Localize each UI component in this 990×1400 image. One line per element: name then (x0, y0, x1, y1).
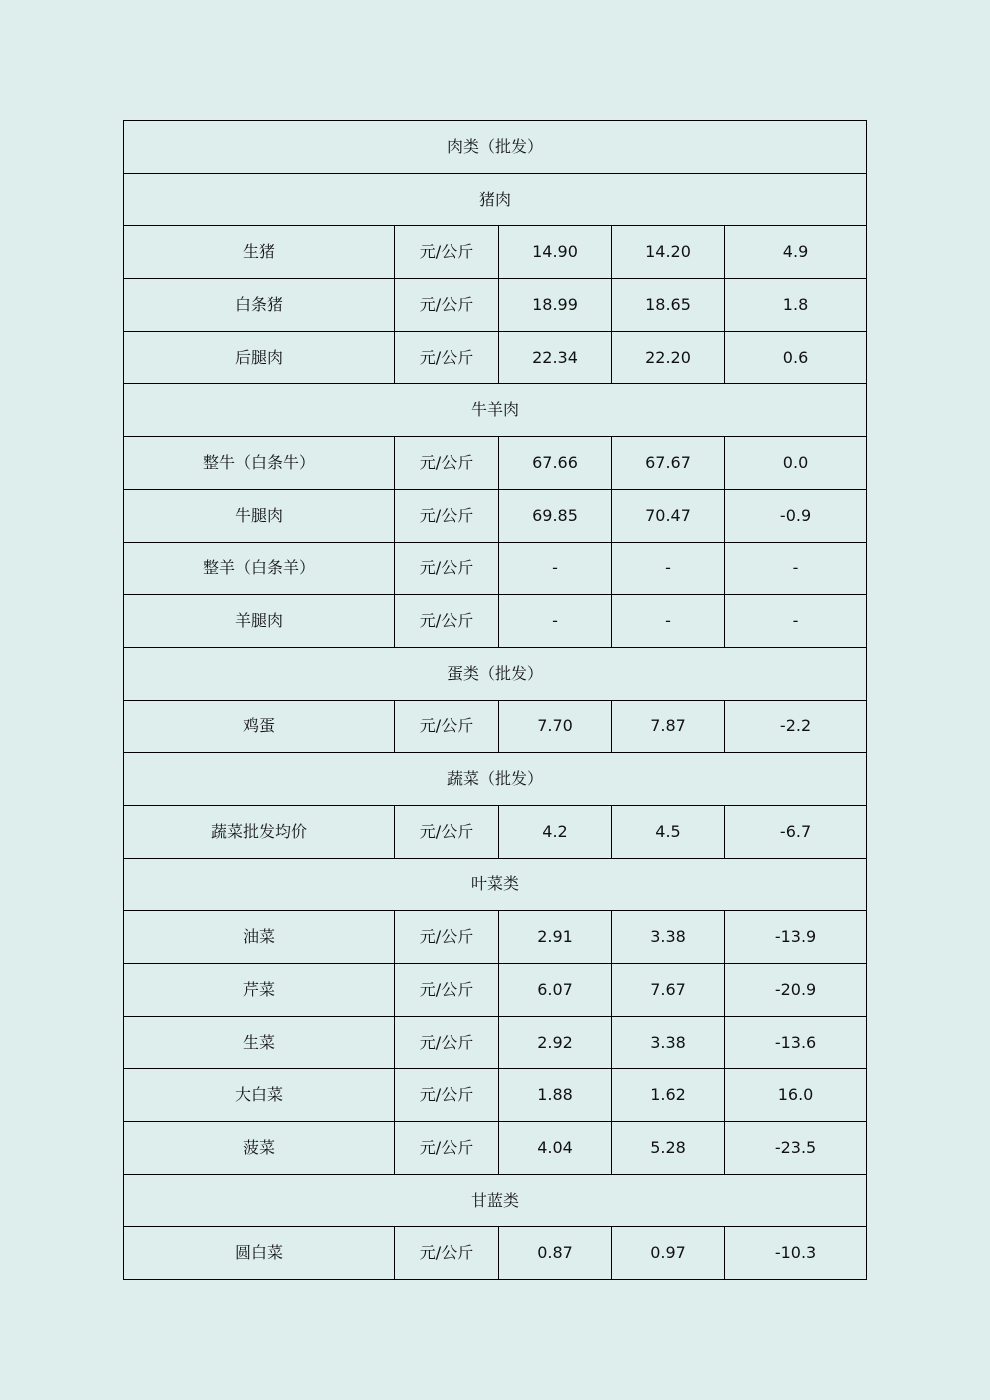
unit-cell: 元/公斤 (395, 964, 499, 1017)
current-price-cell: - (499, 595, 612, 648)
unit-cell: 元/公斤 (395, 805, 499, 858)
category-header-row (124, 647, 867, 700)
item-name-cell: 羊腿肉 (124, 595, 395, 648)
change-percent-cell: 4.9 (725, 226, 867, 279)
table-row (124, 911, 867, 964)
current-price-cell: 0.87 (499, 1227, 612, 1280)
previous-price-cell: 5.28 (612, 1122, 725, 1175)
price-table-body (124, 121, 867, 1280)
change-percent-cell: 0.0 (725, 437, 867, 490)
previous-price-cell: 0.97 (612, 1227, 725, 1280)
item-name-cell: 大白菜 (124, 1069, 395, 1122)
unit-cell: 元/公斤 (395, 1016, 499, 1069)
category-header-row (124, 858, 867, 911)
table-row (124, 226, 867, 279)
table-row (124, 805, 867, 858)
change-percent-cell: - (725, 542, 867, 595)
current-price-cell: 69.85 (499, 489, 612, 542)
table-row (124, 279, 867, 332)
previous-price-cell: 7.87 (612, 700, 725, 753)
previous-price-cell: 3.38 (612, 911, 725, 964)
previous-price-cell: - (612, 542, 725, 595)
current-price-cell: 67.66 (499, 437, 612, 490)
item-name-cell: 圆白菜 (124, 1227, 395, 1280)
unit-cell: 元/公斤 (395, 542, 499, 595)
table-row (124, 1227, 867, 1280)
category-header-row (124, 121, 867, 174)
previous-price-cell: 18.65 (612, 279, 725, 332)
previous-price-cell: 14.20 (612, 226, 725, 279)
table-row (124, 437, 867, 490)
unit-cell: 元/公斤 (395, 911, 499, 964)
current-price-cell: 4.2 (499, 805, 612, 858)
item-name-cell: 油菜 (124, 911, 395, 964)
item-name-cell: 白条猪 (124, 279, 395, 332)
table-row (124, 1016, 867, 1069)
change-percent-cell: -13.6 (725, 1016, 867, 1069)
item-name-cell: 牛腿肉 (124, 489, 395, 542)
category-header-row (124, 753, 867, 806)
previous-price-cell: 67.67 (612, 437, 725, 490)
change-percent-cell: 16.0 (725, 1069, 867, 1122)
unit-cell: 元/公斤 (395, 226, 499, 279)
current-price-cell: 4.04 (499, 1122, 612, 1175)
table-row (124, 542, 867, 595)
previous-price-cell: 3.38 (612, 1016, 725, 1069)
unit-cell: 元/公斤 (395, 700, 499, 753)
previous-price-cell: 70.47 (612, 489, 725, 542)
price-table (123, 120, 867, 1280)
category-title: 蔬菜（批发） (124, 753, 867, 806)
category-title: 蛋类（批发） (124, 647, 867, 700)
change-percent-cell: -13.9 (725, 911, 867, 964)
table-row (124, 1122, 867, 1175)
unit-cell: 元/公斤 (395, 437, 499, 490)
previous-price-cell: 4.5 (612, 805, 725, 858)
category-title: 牛羊肉 (124, 384, 867, 437)
unit-cell: 元/公斤 (395, 1069, 499, 1122)
change-percent-cell: 0.6 (725, 331, 867, 384)
change-percent-cell: -6.7 (725, 805, 867, 858)
current-price-cell: 2.92 (499, 1016, 612, 1069)
current-price-cell: 6.07 (499, 964, 612, 1017)
item-name-cell: 生猪 (124, 226, 395, 279)
category-header-row (124, 1174, 867, 1227)
unit-cell: 元/公斤 (395, 489, 499, 542)
table-row (124, 331, 867, 384)
category-title: 甘蓝类 (124, 1174, 867, 1227)
change-percent-cell: - (725, 595, 867, 648)
current-price-cell: 14.90 (499, 226, 612, 279)
previous-price-cell: 7.67 (612, 964, 725, 1017)
current-price-cell: 2.91 (499, 911, 612, 964)
category-header-row (124, 384, 867, 437)
category-title: 叶菜类 (124, 858, 867, 911)
table-row (124, 489, 867, 542)
unit-cell: 元/公斤 (395, 279, 499, 332)
previous-price-cell: - (612, 595, 725, 648)
table-row (124, 964, 867, 1017)
change-percent-cell: 1.8 (725, 279, 867, 332)
item-name-cell: 芹菜 (124, 964, 395, 1017)
unit-cell: 元/公斤 (395, 1122, 499, 1175)
unit-cell: 元/公斤 (395, 595, 499, 648)
table-row (124, 1069, 867, 1122)
unit-cell: 元/公斤 (395, 331, 499, 384)
current-price-cell: - (499, 542, 612, 595)
item-name-cell: 菠菜 (124, 1122, 395, 1175)
item-name-cell: 蔬菜批发均价 (124, 805, 395, 858)
category-title: 肉类（批发） (124, 121, 867, 174)
change-percent-cell: -2.2 (725, 700, 867, 753)
item-name-cell: 生菜 (124, 1016, 395, 1069)
previous-price-cell: 1.62 (612, 1069, 725, 1122)
table-row (124, 700, 867, 753)
current-price-cell: 22.34 (499, 331, 612, 384)
item-name-cell: 整羊（白条羊） (124, 542, 395, 595)
unit-cell: 元/公斤 (395, 1227, 499, 1280)
current-price-cell: 7.70 (499, 700, 612, 753)
item-name-cell: 鸡蛋 (124, 700, 395, 753)
change-percent-cell: -0.9 (725, 489, 867, 542)
change-percent-cell: -10.3 (725, 1227, 867, 1280)
change-percent-cell: -20.9 (725, 964, 867, 1017)
current-price-cell: 1.88 (499, 1069, 612, 1122)
table-row (124, 595, 867, 648)
change-percent-cell: -23.5 (725, 1122, 867, 1175)
previous-price-cell: 22.20 (612, 331, 725, 384)
category-header-row (124, 173, 867, 226)
item-name-cell: 后腿肉 (124, 331, 395, 384)
current-price-cell: 18.99 (499, 279, 612, 332)
category-title: 猪肉 (124, 173, 867, 226)
item-name-cell: 整牛（白条牛） (124, 437, 395, 490)
